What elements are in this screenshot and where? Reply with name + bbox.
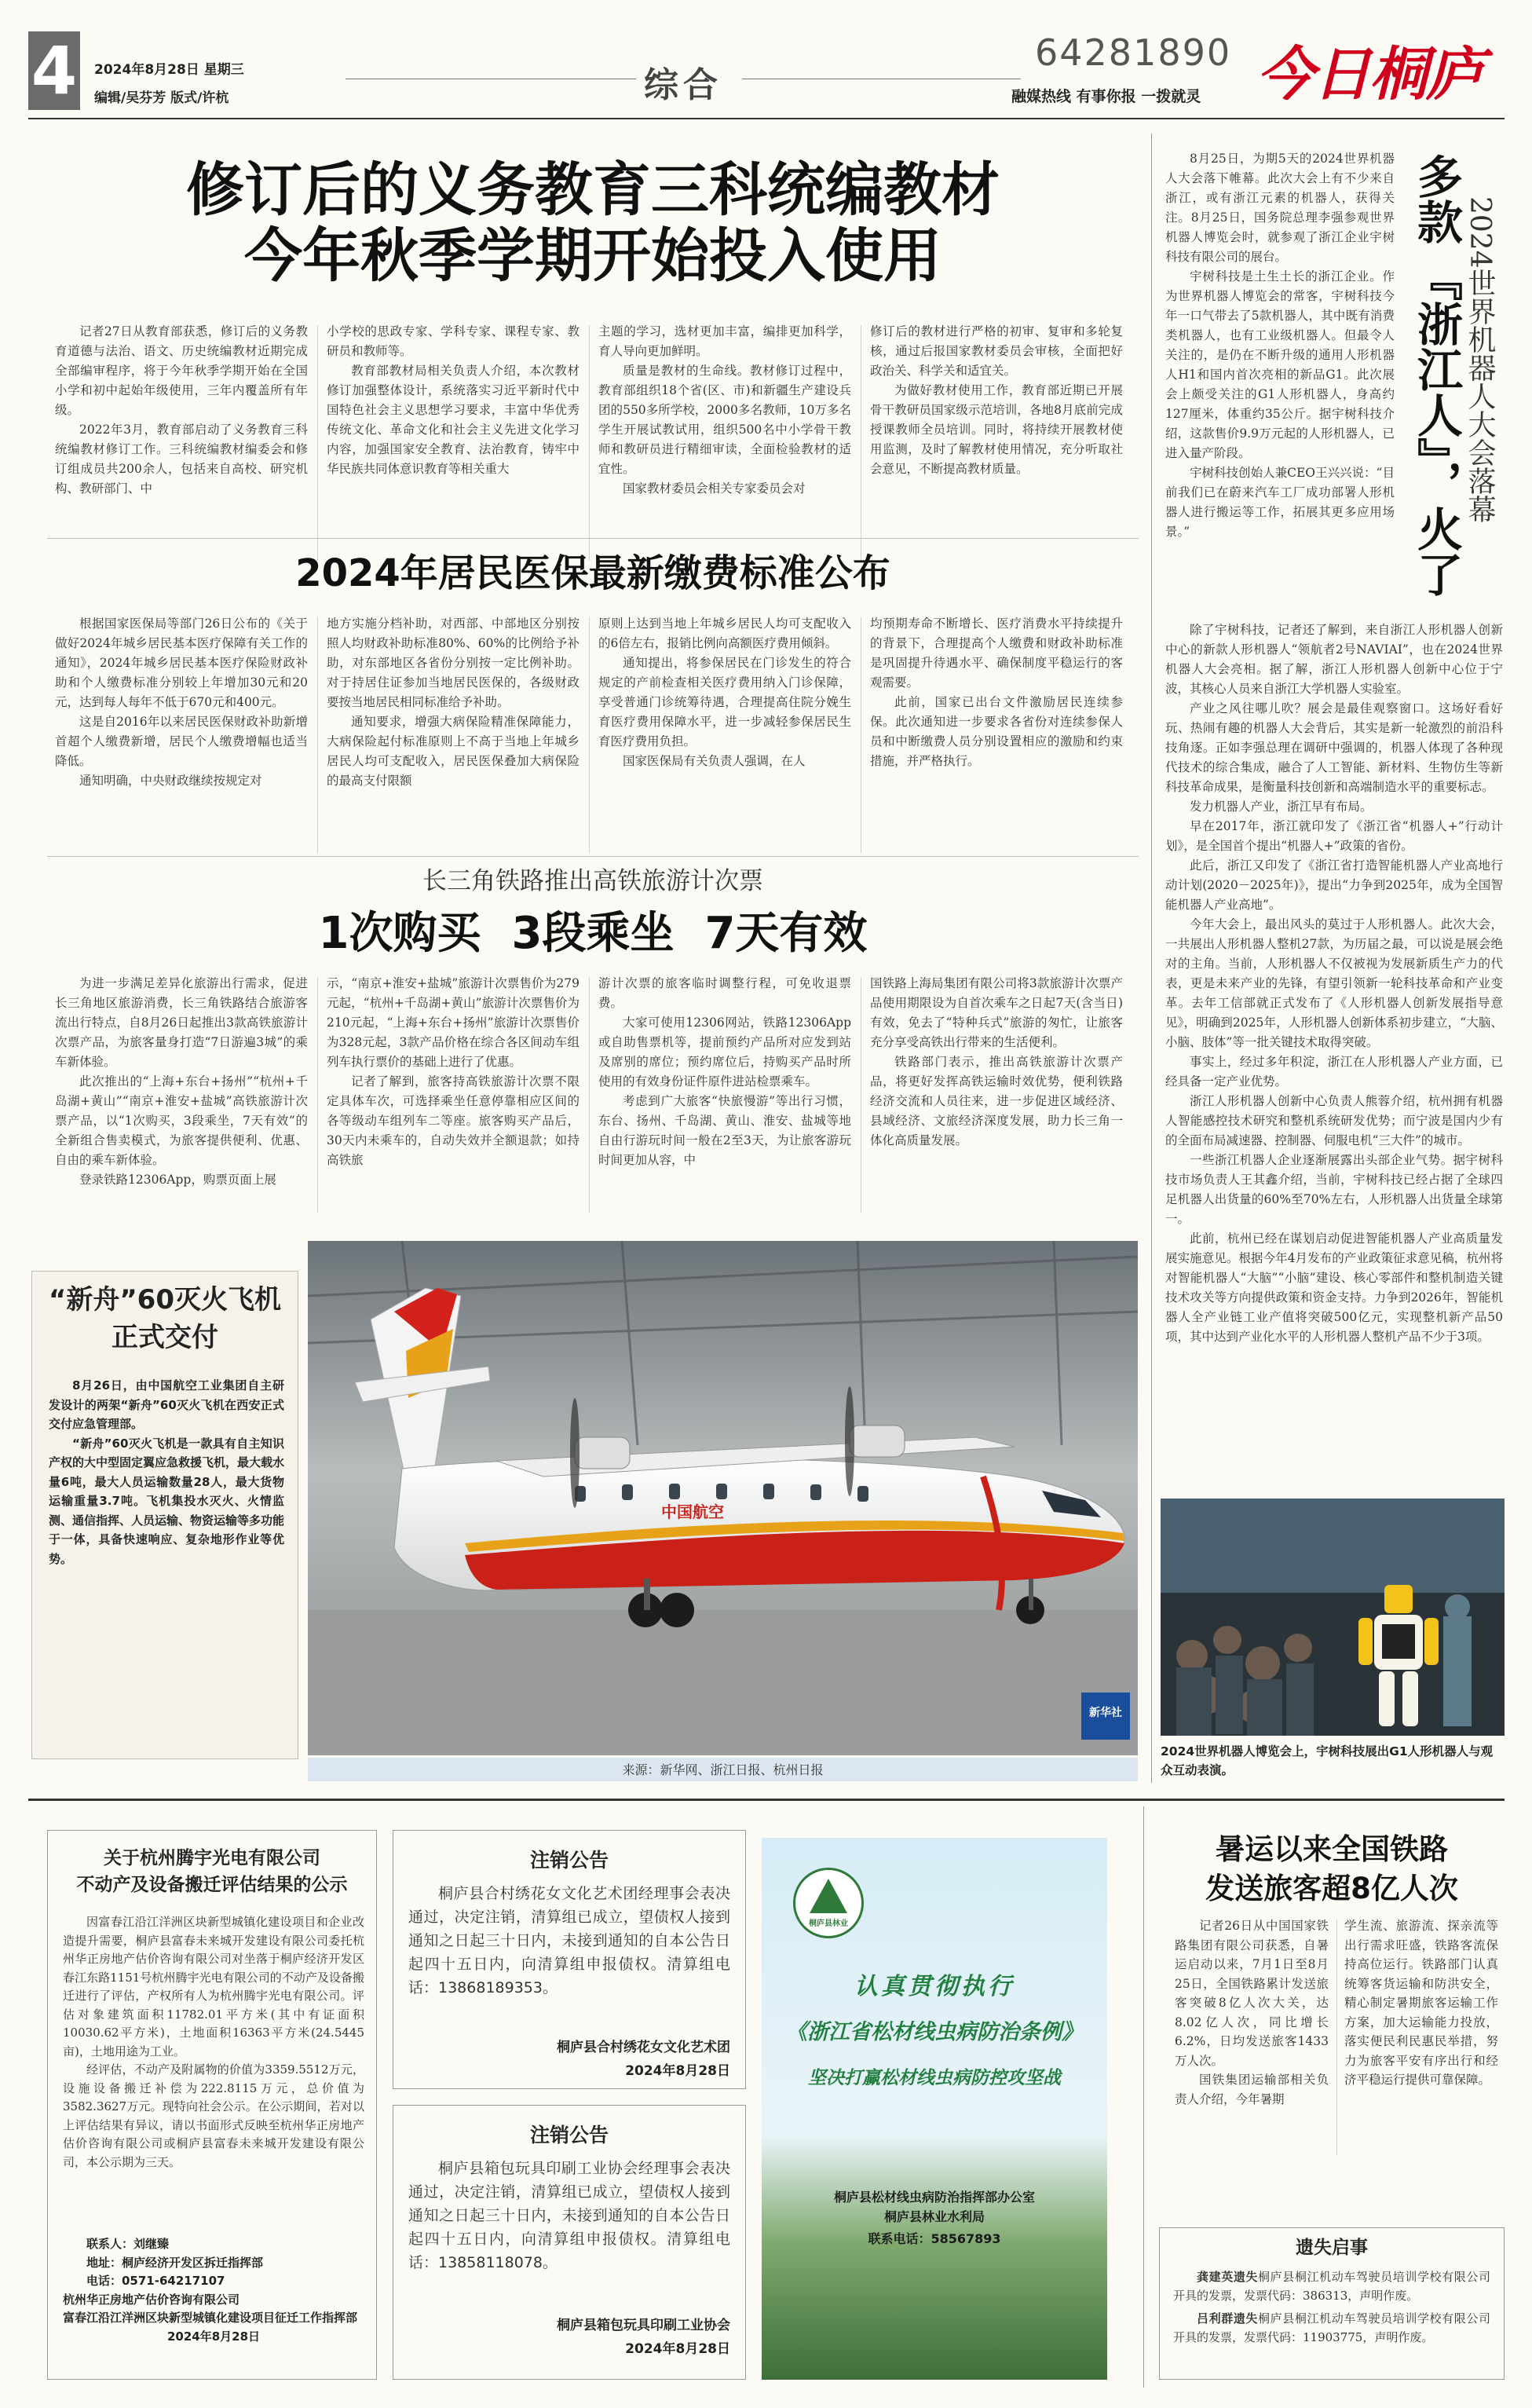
page-number: 4 xyxy=(28,31,80,110)
rail-tour-column xyxy=(327,974,580,1170)
psa-logo-text: 桐庐县林业 xyxy=(809,1919,848,1928)
editor-line: 编辑/吴芬芳 版式/许杭 xyxy=(94,90,229,106)
hotline-number: 64281890 xyxy=(1035,31,1232,74)
rail-tour-column-rule xyxy=(317,977,318,1213)
paper-name-logo: 今日桐庐 xyxy=(1256,41,1483,108)
notice-cancel-1-body: 桐庐县合村绣花女文化艺术团经理事会表决通过，决定注销，清算组已成立，望债权人接到通知之日起三十日内，未接到通知的自本公告日起四十五日内，向清算组申报债权。清算组电话：13868189353。 xyxy=(408,1885,730,1996)
rail-tour-paragraph: 示，“南京+淮安+盐城”旅游计次票售价为279元起，“杭州+千岛湖+黄山”旅游计次票售价为210元起，“上海+东台+扬州”旅游计次票售价为328元起，3款产品价格在综合各区间动车组列车执行票价的基础上进行了优惠。 xyxy=(327,976,580,1069)
rail-tour-column xyxy=(870,974,1123,1151)
summer-rail-column xyxy=(1344,1916,1498,2090)
medicare-paragraph: 通知明确，中央财政继续按规定对 xyxy=(79,774,262,788)
notice-cancel-2-date: 2024年8月28日 xyxy=(625,2341,730,2357)
robots-paragraph: 浙江人形机器人创新中心负责人熊蓉介绍，杭州拥有机器人智能感控技术研究和整机系统研发优势；而宁波是国内少有的全面布局减速器、控制器、伺服电机“三大件”的城市。 xyxy=(1165,1094,1503,1147)
tree-icon xyxy=(810,1879,847,1913)
textbook-column-rule xyxy=(317,325,318,561)
robots-body-main xyxy=(1165,620,1503,1347)
rail-tour-column xyxy=(598,974,851,1170)
robot-photo-caption: 2024世界机器人博览会上，宇树科技展出G1人形机器人与观众互动表演。 xyxy=(1161,1744,1494,1777)
textbook-column-rule xyxy=(589,325,590,561)
robots-paragraph: 产业之风往哪儿吹？展会是最佳观察窗口。这场好看好玩、热闹有趣的机器人大会背后，其实是新一轮激烈的前沿科技角逐。正如李强总理在调研中强调的，机器人体现了各种现代技术的综合集成，融合了人工智能、新材料、生物仿生等新科技革命成果，是衡量科技创新和高端制造水平的重要标志。 xyxy=(1165,701,1503,794)
medicare-column xyxy=(598,614,851,771)
notice-relocation-date: 2024年8月28日 xyxy=(166,2329,261,2344)
rail-tour-paragraph: 国铁路上海局集团有限公司将3款旅游计次票产品使用期限设为自首次乘车之日起7天(含当日)有效，免去了“特种兵式”旅游的匆忙，让旅客充分享受高铁出行带来的生活便利。 xyxy=(870,976,1123,1049)
divider-2 xyxy=(47,856,1139,857)
psa-line-2: 《浙江省松材线虫病防治条例》 xyxy=(786,2020,1083,2044)
section-name: 综合 xyxy=(644,65,722,105)
robots-paragraph: 此前，杭州已经在谋划启动促进智能机器人产业高质量发展实施意见。根据今年4月发布的产业政策征求意见稿，杭州将对智能机器人“大脑”“小脑”建设、核心零部件和整机制造关键技术攻关等方向提供政策和资金支持。力争到2026年，智能机器人全产业链工业产值将突破500亿元，实现整机新产品50项，其中达到产业化水平的人形机器人整机产品不少于3项。 xyxy=(1165,1231,1503,1344)
robots-paragraph: 8月25日，为期5天的2024世界机器人大会落下帷幕。此次大会上有不少来自浙江，或有浙江元素的机器人，获得关注。8月25日，国务院总理李强参观世界机器人博览会时，就参观了浙江企业宇树科技有限公司的展台。 xyxy=(1165,152,1395,264)
date-line: 2024年8月28日 星期三 xyxy=(94,62,244,78)
headline-firefighter-1: “新舟”60灭火飞机 xyxy=(48,1284,281,1316)
notice-lost-name: 龚建英遗失 xyxy=(1197,2270,1259,2284)
textbook-column xyxy=(870,322,1123,479)
bottom-right-divider xyxy=(1143,1806,1144,2388)
rail-tour-column xyxy=(55,974,308,1190)
notice-relocation-phone: 电话：0571-64217107 xyxy=(86,2274,225,2288)
notice-relocation-title-2: 不动产及设备搬迁评估结果的公示 xyxy=(76,1875,348,1895)
notice-relocation-contacts xyxy=(63,2235,364,2346)
rail-tour-paragraph: 登录铁路12306App，购票页面上展 xyxy=(79,1173,276,1187)
textbook-paragraph: 修订后的教材进行严格的初审、复审和多轮复核，通过后报国家教材委员会审核，全面把好政治关、科学关和适宜关。 xyxy=(870,324,1123,378)
firefighter-paragraph: “新舟”60灭火飞机是一款具有自主知识产权的大中型固定翼应急救援飞机，最大载水量6吨，最大人员运输数量28人，最大货物运输重量3.7吨。飞机集投水灭火、火情监测、通信指挥、人员运输、物资运输等多功能于一体，具备快速响应、复杂地形作业等优势。 xyxy=(49,1436,285,1566)
notice-relocation-paragraph: 经评估，不动产及附属物的价值为3359.5512万元，设施设备搬迁补偿为222.8115万元，总价值为3582.3627万元。现特向社会公示。在公示期间，若对以上评估结果有异议，请以书面形式反映至杭州华正房地产估价咨询有限公司或桐庐县富春未来城开发建设有限公司，本公示期为三天。 xyxy=(63,2062,364,2169)
psa-org-2: 桐庐县林业水利局 xyxy=(883,2209,985,2224)
textbook-paragraph: 教育部教材局相关负责人介绍，本次教材修订加强整体设计，系统落实习近平新时代中国特色社会主义思想学习要求，丰富中华优秀传统文化、革命文化和社会主义先进文化学习内容，加强国家安全教育、法治教育，铸牢中华民族共同体意识教育等相关重大 xyxy=(327,364,580,476)
robots-vertical-title-2: 『浙江人』，火了 xyxy=(1410,255,1463,597)
summer-rail-paragraph: 国铁集团运输部相关负责人介绍，今年暑期 xyxy=(1175,2073,1329,2106)
psa-line-1: 认真贯彻执行 xyxy=(854,1973,1015,2000)
medicare-paragraph: 这是自2016年以来居民医保财政补助新增首超个人缴费新增，居民个人缴费增幅也适当降低。 xyxy=(55,715,308,768)
bottom-section-rule xyxy=(28,1799,1505,1801)
headline-rail-tour: 1次购买 3段乘坐 7天有效 xyxy=(318,908,868,959)
medicare-paragraph: 原则上达到当地上年城乡居民人均可支配收入的6倍左右，报销比例向高额医疗费用倾斜。 xyxy=(598,617,851,650)
hotline-slogan: 融媒热线 有事你报 一拨就灵 xyxy=(1011,88,1201,105)
summer-rail-column-rule xyxy=(1336,1919,1337,2155)
textbook-paragraph: 主题的学习，选材更加丰富，编排更加科学，育人导向更加鲜明。 xyxy=(598,324,851,358)
rail-tour-paragraph: 游计次票的旅客临时调整行程，可免收退票费。 xyxy=(598,976,851,1010)
notice-cancel-2-body: 桐庐县箱包玩具印刷工业协会经理事会表决通过，决定注销，清算组已成立，望债权人接到通知之日起三十日内，未接到通知的自本公告日起四十五日内，向清算组申报债权。清算组电话：13858118078。 xyxy=(408,2160,730,2271)
psa-phone: 联系电话：58567893 xyxy=(868,2231,1001,2246)
notice-lost-items xyxy=(1173,2268,1490,2351)
notice-relocation-address: 地址：桐庐经济开发区拆迁指挥部 xyxy=(86,2255,264,2270)
headline-summer-rail-1: 暑运以来全国铁路 xyxy=(1216,1832,1448,1866)
notice-cancel-1-title: 注销公告 xyxy=(529,1849,609,1872)
medicare-column-rule xyxy=(589,617,590,853)
medicare-paragraph: 此前，国家已出台文件激励居民连续参保。此次通知进一步要求各省份对连续参保人员和中断缴费人员分别设置相应的激励和约束措施，并严格执行。 xyxy=(870,695,1123,768)
headline-medicare: 2024年居民医保最新缴费标准公布 xyxy=(295,551,890,595)
robots-paragraph: 一些浙江机器人企业逐渐展露出头部企业气势。据宇树科技市场负责人王其鑫介绍，当前，宇树科技已经占据了全球四足机器人出货量的60%至70%左右，人形机器人出货量全球第一。 xyxy=(1165,1153,1503,1226)
xinhua-watermark: 新华社 xyxy=(1089,1707,1122,1719)
robots-paragraph: 今年大会上，最出风头的莫过于人形机器人。此次大会，一共展出人形机器人整机27款，为历届之最，可以说是展会绝对的主角。当前，人形机器人不仅被视为发展新质生产力的代表，更是未来产业的先锋，有望引领新一轮科技革命和产业变革。去年工信部就正式发布了《人形机器人创新发展指导意见》，明确到2025年，人形机器人创新体系初步建立，“大脑、小脑、肢体”等一批关键技术取得突破。 xyxy=(1165,917,1503,1049)
notice-relocation-body xyxy=(63,1913,364,2172)
medicare-paragraph: 通知提出，将参保居民在门诊发生的符合规定的产前检查相关医疗费用纳入门诊保障，享受普通门诊统筹待遇，合理提高住院分娩生育医疗费用保障水平，进一步减轻参保居民生育医疗费用负担。 xyxy=(598,656,851,748)
textbook-paragraph: 2022年3月，教育部启动了义务教育三科统编教材修订工作。三科统编教材编委会和修订组成员共200余人，包括来自高校、研究机构、教研部门、中 xyxy=(55,423,308,496)
notice-cancel-1-org: 桐庐县合村绣花女文化艺术团 xyxy=(557,2040,730,2055)
textbook-paragraph: 记者27日从教育部获悉，修订后的义务教育道德与法治、语文、历史统编教材近期完成全部编审程序，将于今年秋季学期开始在全国小学和初中起始年级使用，三年内覆盖所有年级。 xyxy=(55,324,308,417)
robots-vertical-kicker: 2024世界机器人大会落幕 xyxy=(1464,196,1496,523)
robots-paragraph: 宇树科技是土生土长的浙江企业。作为世界机器人博览会的常客，宇树科技今年一口气带去了5款机器人，其中既有消费类机器人，也有工业级机器人。但最令人关注的，是仍在不断升级的通用人形机器人H1和国内首次亮相的新品G1。此次展会上颇受关注的G1人形机器人，身高约127厘米，体重约35公斤。据宇树科技介绍，这款售价9.9万元起的人形机器人，已进入量产阶段。 xyxy=(1165,269,1395,460)
robots-paragraph: 早在2017年，浙江就印发了《浙江省“机器人+”行动计划》，是全国首个提出“机器人+”政策的省份。 xyxy=(1165,819,1503,853)
textbook-paragraph: 小学校的思政专家、学科专家、课程专家、教研员和教师等。 xyxy=(327,324,580,358)
notice-relocation-org1: 杭州华正房地产估价咨询有限公司 xyxy=(63,2292,240,2307)
notice-relocation-contact: 联系人：刘继臻 xyxy=(86,2237,170,2251)
medicare-paragraph: 根据国家医保局等部门26日公布的《关于做好2024年城乡居民基本医疗保障有关工作的通知》，2024年城乡居民基本医疗保险财政补助和个人缴费标准分别较上年增加30元和20元，达到每人每年不低于670元和400元。 xyxy=(55,617,308,709)
notice-cancel-1-date: 2024年8月28日 xyxy=(625,2063,730,2079)
psa-line-3: 坚决打赢松材线虫病防控攻坚战 xyxy=(808,2067,1061,2088)
notice-lost-item xyxy=(1173,2268,1490,2305)
notice-relocation-org2: 富春江沿江洋洲区块新型城镇化建设项目征迁工作指挥部 xyxy=(63,2311,358,2325)
medicare-paragraph: 均预期寿命不断增长、医疗消费水平持续提升的背景下，合理提高个人缴费和财政补助标准是巩固提升待遇水平、确保制度平稳运行的客观需要。 xyxy=(870,617,1123,690)
robots-vertical-title-1: 多款 xyxy=(1410,153,1463,244)
right-column-divider xyxy=(1151,134,1152,1783)
rail-tour-paragraph: 大家可使用12306网站，铁路12306App或自助售票机等，提前预约产品所对应发到站及席别的席位；预约席位后，持购买产品时所使用的有效身份证件原件进站检票乘车。 xyxy=(598,1016,851,1089)
airplane-photo xyxy=(308,1241,1138,1755)
headline-textbook-1: 修订后的义务教育三科统编教材 xyxy=(186,156,1000,224)
robot-photo xyxy=(1161,1499,1505,1736)
rail-tour-column-rule xyxy=(589,977,590,1213)
kicker-rail-tour: 长三角铁路推出高铁旅游计次票 xyxy=(422,867,763,895)
firefighter-body xyxy=(49,1376,284,1568)
headline-summer-rail-2: 发送旅客超8亿人次 xyxy=(1205,1872,1458,1905)
psa-org-1: 桐庐县松材线虫病防治指挥部办公室 xyxy=(833,2190,1035,2205)
notice-lost-text: 桐庐县桐江机动车驾驶员培训学校有限公司开具的发票，发票代码：386313，声明作废。 xyxy=(1173,2270,1490,2303)
robots-paragraph: 此后，浙江又印发了《浙江省打造智能机器人产业高地行动计划(2020－2025年)》，提出“力争到2025年，成为全国智能机器人产业高地”。 xyxy=(1165,858,1503,912)
firefighter-paragraph: 8月26日，由中国航空工业集团自主研发设计的两架“新舟”60灭火飞机在西安正式交付应急管理部。 xyxy=(49,1378,284,1431)
notice-lost-name: 吕利群遗失 xyxy=(1197,2311,1259,2326)
textbook-paragraph: 质量是教材的生命线。教材修订过程中，教育部组织18个省(区、市)和新疆生产建设兵团的550多所学校，2000多名教师，10万多名学生开展试教试用，组织500名中小学骨干教师和教研员进行精细审读，全面检验教材的适宜性。 xyxy=(598,364,851,476)
robots-paragraph: 除了宇树科技，记者还了解到，来自浙江人形机器人创新中心的新款人形机器人“领航者2号NAVIAI”，也在2024世界机器人大会亮相。据了解，浙江人形机器人创新中心位于宁波，其核心人员来自浙江大学机器人实验室。 xyxy=(1165,623,1503,696)
medicare-column xyxy=(327,614,580,791)
divider-1 xyxy=(47,538,1139,539)
textbook-column xyxy=(598,322,851,499)
textbook-column xyxy=(55,322,308,499)
sources-line: 来源：新华网、浙江日报、杭州日报 xyxy=(622,1762,824,1777)
rail-tour-paragraph: 考虑到广大旅客“快旅慢游”等出行习惯，东台、扬州、千岛湖、黄山、淮安、盐城等地自由行游玩时间一般在2至3天，为让旅客游玩时间更加从容，中 xyxy=(598,1094,851,1167)
notice-cancel-2-org: 桐庐县箱包玩具印刷工业协会 xyxy=(557,2318,730,2333)
rail-tour-paragraph: 记者了解到，旅客持高铁旅游计次票不限定具体车次，可选择乘坐任意停靠相应区间的各等级动车组列车二等座。旅客购买产品后，30天内未乘车的，自动失效并全额退款；如持高铁旅 xyxy=(327,1074,580,1167)
medicare-column-rule xyxy=(317,617,318,853)
textbook-paragraph: 为做好教材使用工作，教育部近期已开展骨干教研员国家级示范培训，各地8月底前完成授课教师全员培训。同时，将持续开展教材使用监测，及时了解教材使用情况，充分听取社会意见，不断提高教材质量。 xyxy=(870,383,1123,476)
robots-paragraph: 发力机器人产业，浙江早有布局。 xyxy=(1190,800,1373,814)
medicare-column xyxy=(870,614,1123,771)
summer-rail-column xyxy=(1175,1916,1329,2109)
summer-rail-paragraph: 学生流、旅游流、探亲流等出行需求旺盛，铁路客流保持高位运行。铁路部门认真统筹客货运输和防洪安全，精心制定暑期旅客运输工作方案，加大运输能力投放，落实便民利民惠民举措，努力为旅客平安有序出行和经济平稳运行提供可靠保障。 xyxy=(1344,1919,1498,2087)
summer-rail-paragraph: 记者26日从中国国家铁路集团有限公司获悉，自暑运启动以来，7月1日至8月25日，全国铁路累计发送旅客突破8亿人次大关，达8.02亿人次，同比增长6.2%，日均发送旅客1433万人次。 xyxy=(1175,1919,1329,2068)
medicare-paragraph: 国家医保局有关负责人强调，在人 xyxy=(623,754,806,768)
notice-cancel-2-title: 注销公告 xyxy=(529,2124,609,2146)
masthead-bottom-rule xyxy=(28,118,1505,119)
textbook-column xyxy=(327,322,580,479)
medicare-column xyxy=(55,614,308,791)
headline-firefighter-2: 正式交付 xyxy=(112,1322,218,1353)
notice-lost-title: 遗失启事 xyxy=(1296,2238,1368,2258)
medicare-paragraph: 地方实施分档补助，对西部、中部地区分别按照人均财政补助标准80%、60%的比例给予补助，对东部地区各省份分别按一定比例补助。对于持居住证参加当地居民医保的，各级财政要按当地居民相同标准给予补助。 xyxy=(327,617,580,709)
robots-paragraph: 事实上，经过多年积淀，浙江在人形机器人产业方面，已经具备一定产业优势。 xyxy=(1165,1055,1503,1089)
airplane-illustration xyxy=(308,1241,1138,1755)
rail-tour-paragraph: 此次推出的“上海+东台+扬州”“杭州+千岛湖+黄山”“南京+淮安+盐城”高铁旅游计次票产品，以“1次购买，3段乘坐，7天有效”的全新组合售卖模式，为旅客提供便利、优惠、自由的乘车新体验。 xyxy=(55,1074,308,1167)
robots-body-top xyxy=(1165,149,1395,542)
textbook-paragraph: 国家教材委员会相关专家委员会对 xyxy=(623,481,806,496)
notice-relocation-paragraph: 因富春江沿江洋洲区块新型城镇化建设项目和企业改造提升需要，桐庐县富春未来城开发建设有限公司委托杭州华正房地产估价咨询有限公司对坐落于桐庐经济开发区春江东路1151号杭州腾宇光电有限公司的不动产及设备搬迁进行了评估，产权所有人为杭州腾宇光电有限公司。评估对象建筑面积11782.01平方米(其中有证面积10030.62平方米)，土地面积16363平方米(24.5445亩)，土地用途为工业。 xyxy=(63,1915,364,2059)
notice-relocation-title-1: 关于杭州腾宇光电有限公司 xyxy=(104,1848,320,1868)
robot-illustration xyxy=(1161,1499,1505,1736)
medicare-paragraph: 通知要求，增强大病保险精准保障能力，大病保险起付标准原则上不高于当地上年城乡居民人均可支配收入，居民医保叠加大病保险的最高支付限额 xyxy=(327,715,580,788)
notice-lost-text: 桐庐县桐江机动车驾驶员培训学校有限公司开具的发票，发票代码：11903775，声明作废。 xyxy=(1173,2311,1490,2344)
robots-paragraph: 宇树科技创始人兼CEO王兴兴说：“目前我们已在蔚来汽车工厂成功部署人形机器人进行搬运等工作，拓展其更多应用场景。” xyxy=(1165,466,1395,539)
headline-textbook-2: 今年秋季学期开始投入使用 xyxy=(244,222,942,290)
plane-brand-text: 中国航空 xyxy=(661,1502,724,1521)
notice-lost-item xyxy=(1173,2310,1490,2347)
rail-tour-paragraph: 为进一步满足差异化旅游出行需求，促进长三角地区旅游消费，长三角铁路结合旅游客流出行特点，自8月26日起推出3款高铁旅游计次票产品，为旅客量身打造“7日游遍3城”的乘车新体验。 xyxy=(55,976,308,1069)
rail-tour-paragraph: 铁路部门表示，推出高铁旅游计次票产品，将更好发挥高铁运输时效优势，便利铁路经济交流和人员往来，进一步促进区域经济、县域经济、文旅经济深度发展，助力长三角一体化高质量发展。 xyxy=(870,1055,1123,1147)
